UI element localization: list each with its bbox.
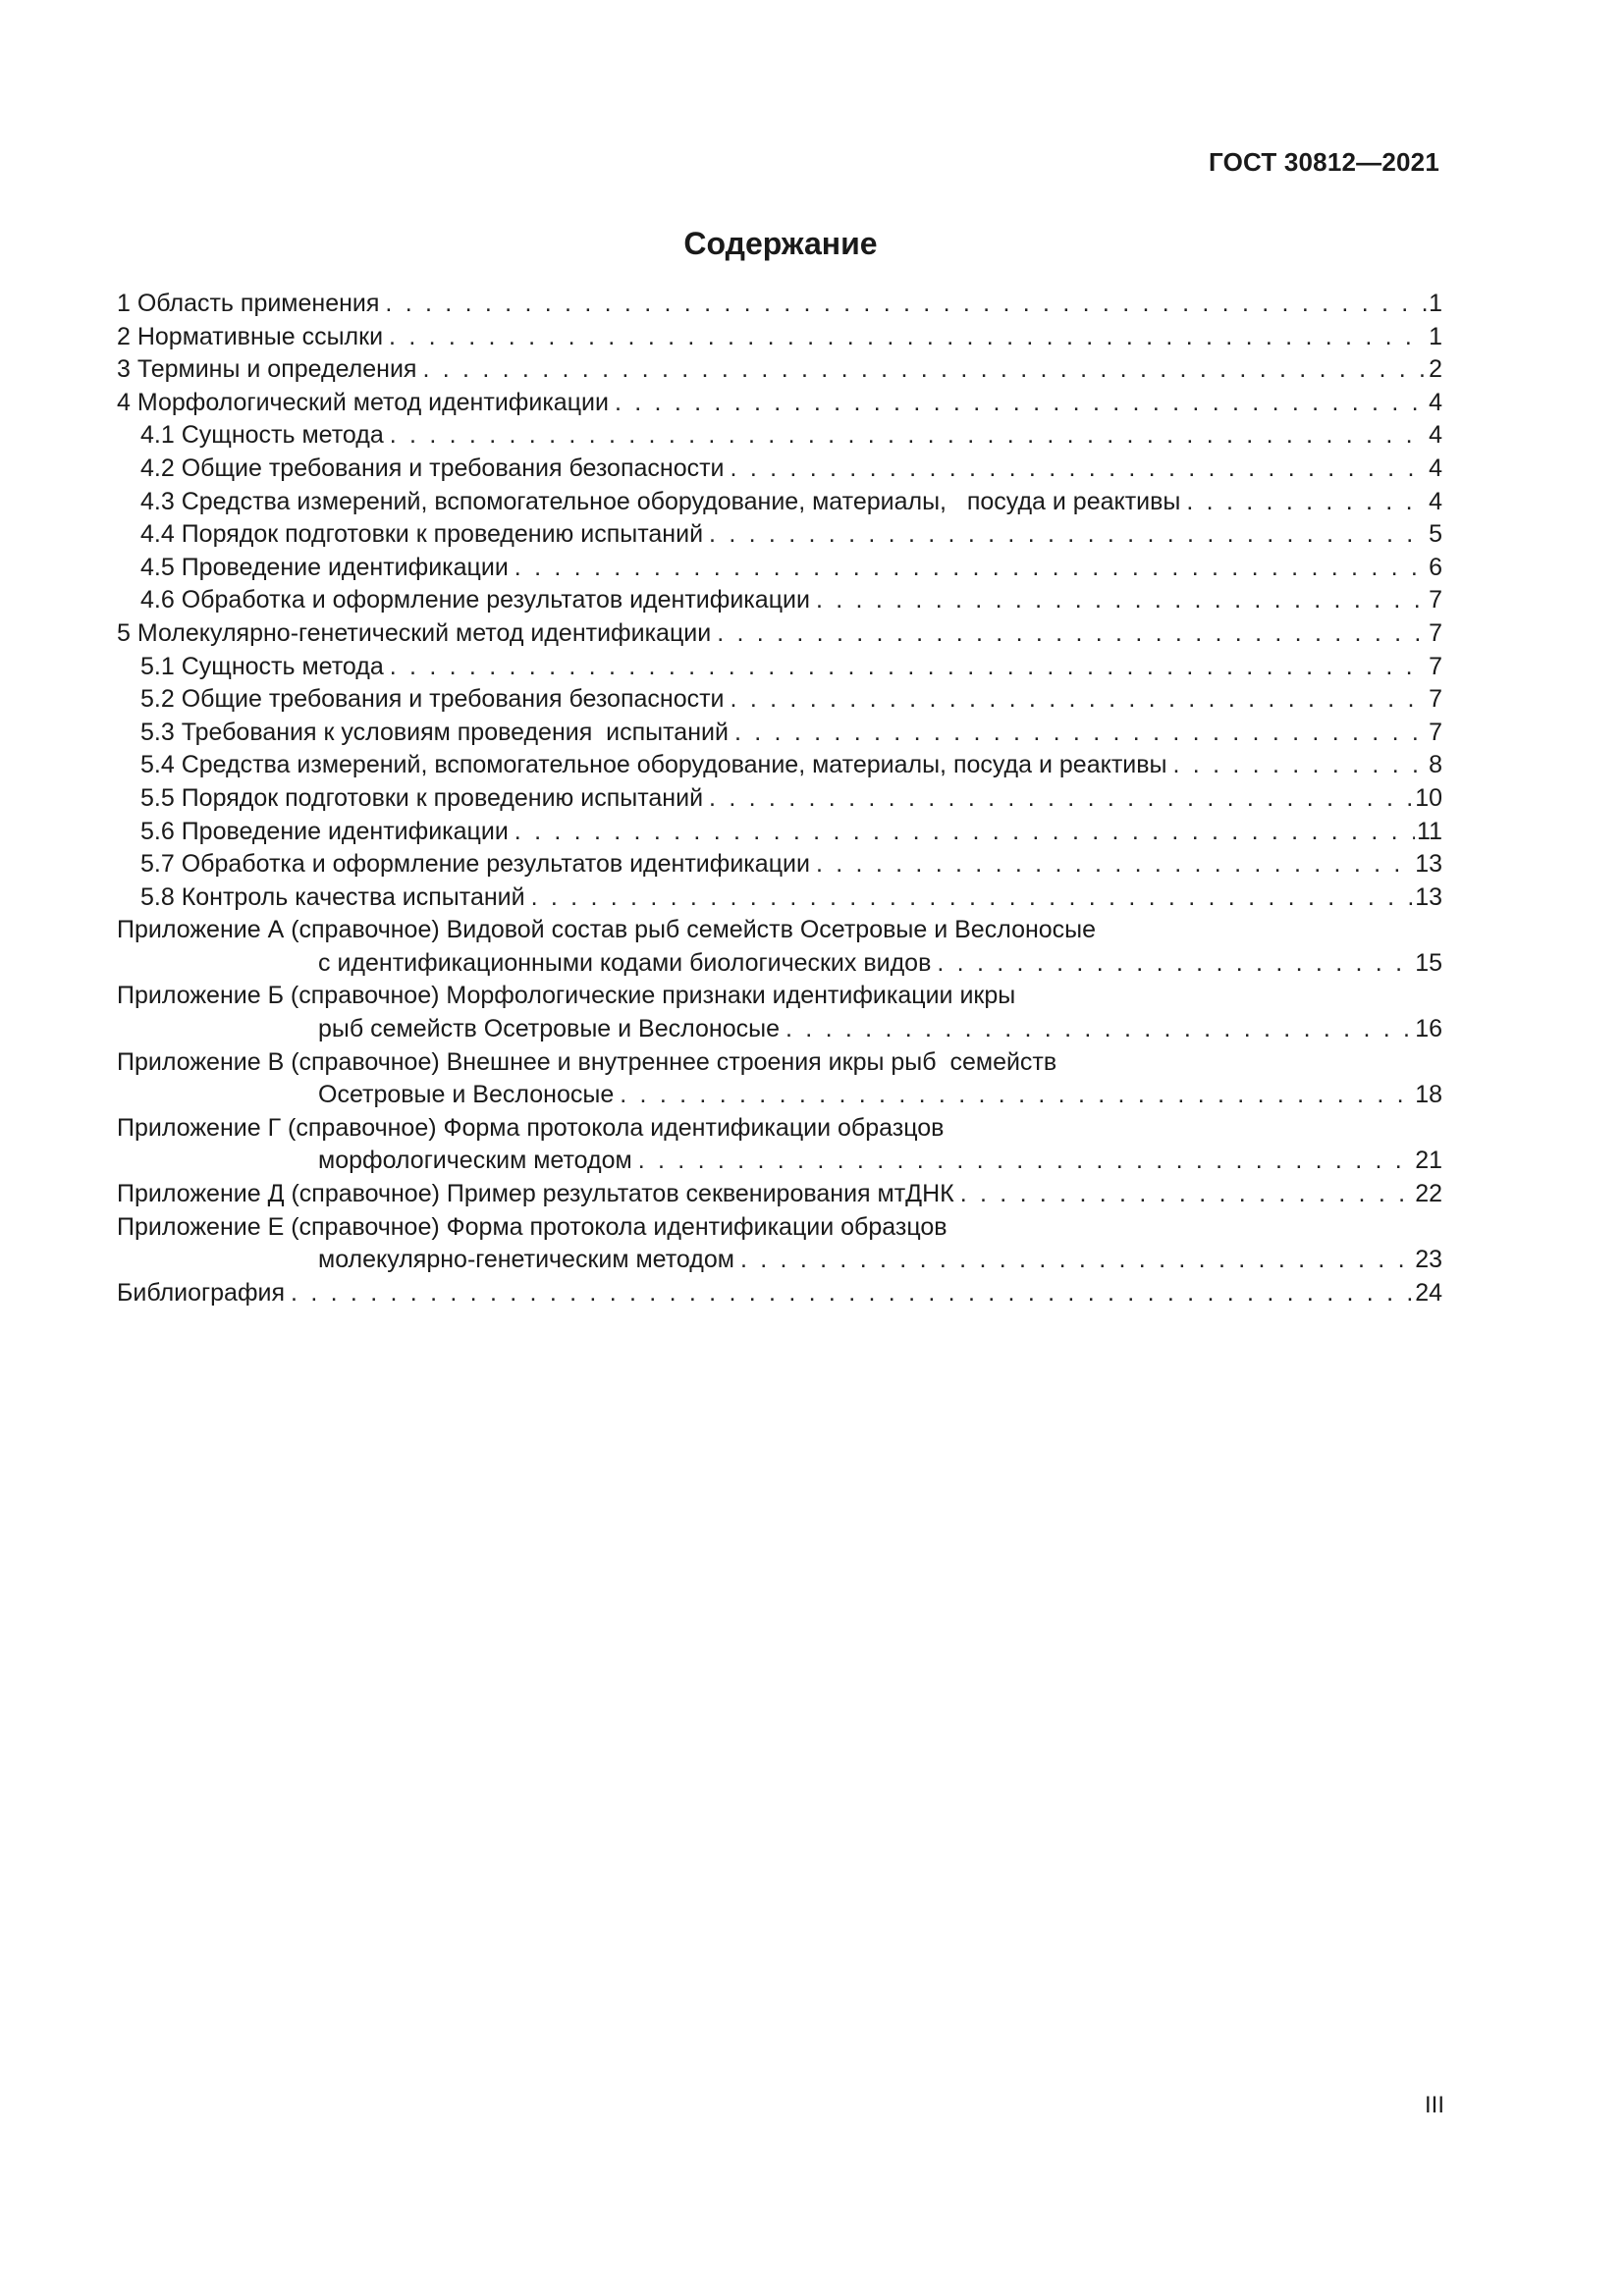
toc-leader-dots [638, 1145, 1413, 1178]
document-code: ГОСТ 30812—2021 [1209, 147, 1439, 177]
page-number: III [1424, 2092, 1444, 2118]
toc-appendix-e-cont[interactable] [117, 1244, 1442, 1277]
toc-entry-label: молекулярно-генетическим методом [318, 1246, 734, 1274]
toc-entry-label: 3 Термины и определения [117, 355, 417, 384]
toc-entry-label: Приложение Д (справочное) Пример результатов секвенирования мтДНК [117, 1180, 954, 1208]
toc-entry-page: 18 [1415, 1081, 1442, 1109]
toc-entry-label: 4 Морфологический метод идентификации [117, 388, 609, 416]
toc-leader-dots [291, 1277, 1413, 1310]
toc-entry-page: 4 [1429, 487, 1442, 515]
toc-entry-page: 4 [1429, 421, 1442, 450]
toc-entry-label: 5.5 Порядок подготовки к проведению испытаний [140, 783, 704, 812]
toc-entry-page: 4 [1429, 388, 1442, 416]
toc-entry-page: 7 [1429, 586, 1442, 614]
toc-entry-label: Осетровые и Веслоносые [318, 1081, 615, 1109]
toc-entry[interactable] [117, 617, 1442, 651]
toc-entry-label: рыб семейств Осетровые и Веслоносые [318, 1015, 780, 1043]
toc-leader-dots [620, 1079, 1413, 1112]
toc-entry-page: 5 [1429, 520, 1442, 549]
toc-entry[interactable] [117, 584, 1442, 617]
toc-entry-page: 7 [1429, 718, 1442, 746]
toc-entry-label: 5.3 Требования к условиям проведения испытаний [140, 718, 729, 746]
toc-entry-label: 4.2 Общие требования и требования безопасности [140, 454, 725, 482]
toc-entry-page: 2 [1429, 355, 1442, 384]
toc-entry-label: 1 Область применения [117, 290, 380, 317]
toc-entry-label: 5.2 Общие требования и требования безопасности [140, 685, 725, 714]
toc-leader-dots [816, 584, 1427, 617]
toc-entry-label: 5.4 Средства измерений, вспомогательное оборудование, материалы, посуда и реактивы [140, 751, 1167, 779]
toc-entry[interactable] [117, 321, 1442, 354]
toc-appendix-v-title[interactable] [117, 1046, 1442, 1080]
toc-entry[interactable] [117, 486, 1442, 519]
toc-leader-dots [389, 321, 1427, 354]
toc-appendix-e-title[interactable] [117, 1211, 1442, 1245]
toc-entry-label: Библиография [117, 1278, 286, 1307]
toc-entry-label: 5.8 Контроль качества испытаний [140, 882, 525, 911]
toc-entry-label: 4.3 Средства измерений, вспомогательное оборудование, материалы, посуда и реактивы [140, 487, 1181, 515]
toc-entry[interactable] [117, 518, 1442, 552]
toc-entry[interactable] [117, 683, 1442, 717]
toc-entry[interactable] [117, 717, 1442, 750]
toc-leader-dots [385, 288, 1427, 321]
toc-entry-label: 4.1 Сущность метода [140, 421, 384, 450]
toc-entry-page: 7 [1429, 618, 1442, 647]
toc-entry[interactable] [117, 881, 1442, 915]
toc-entry-label: 4.6 Обработка и оформление результатов идентификации [140, 586, 810, 614]
toc-entry-label: 5.7 Обработка и оформление результатов идентификации [140, 850, 810, 879]
toc-leader-dots [717, 617, 1427, 651]
toc-entry-label: Приложение В (справочное) Внешнее и внутреннее строения икры рыб семейств [117, 1047, 1057, 1076]
toc-leader-dots [514, 816, 1415, 849]
toc-entry-label: Приложение А (справочное) Видовой состав рыб семейств Осетровые и Веслоносые [117, 916, 1097, 944]
toc-entry-page: 7 [1429, 685, 1442, 714]
toc-appendix-b-cont[interactable] [117, 1013, 1442, 1046]
toc-leader-dots [731, 683, 1428, 717]
toc-entry-page: 21 [1415, 1147, 1442, 1175]
toc-leader-dots [960, 1178, 1413, 1211]
toc-appendix-d[interactable] [117, 1178, 1442, 1211]
toc-entry-page: 24 [1415, 1278, 1442, 1307]
toc-appendix-a-cont[interactable] [117, 947, 1442, 981]
toc-leader-dots [390, 651, 1427, 684]
toc-entry[interactable] [117, 387, 1442, 420]
toc-entry-label: 5.6 Проведение идентификации [140, 817, 509, 845]
toc-entry[interactable] [117, 816, 1442, 849]
toc-entry-label: Приложение Б (справочное) Морфологические признаки идентификации икры [117, 982, 1016, 1010]
toc-title: Содержание [683, 226, 878, 261]
toc-entry-label: Приложение Г (справочное) Форма протокола идентификации образцов [117, 1113, 945, 1142]
toc-entry-label: Приложение Е (справочное) Форма протокола идентификации образцов [117, 1212, 947, 1241]
toc-leader-dots [709, 518, 1427, 552]
toc-entry[interactable] [117, 552, 1442, 585]
toc-entry-page: 16 [1415, 1015, 1442, 1043]
toc-entry-page: 11 [1417, 817, 1442, 845]
toc-leader-dots [422, 353, 1427, 387]
toc-entry-page: 22 [1415, 1180, 1442, 1208]
toc-appendix-v-cont[interactable] [117, 1079, 1442, 1112]
toc-entry-page: 7 [1429, 652, 1442, 680]
toc-appendix-b-title[interactable] [117, 980, 1442, 1013]
toc-entry[interactable] [117, 749, 1442, 782]
toc-entry-page: 10 [1415, 783, 1442, 812]
table-of-contents [117, 288, 1442, 1309]
toc-leader-dots [1186, 486, 1427, 519]
toc-leader-dots [816, 848, 1413, 881]
toc-entry-page: 8 [1429, 751, 1442, 779]
toc-appendix-a-title[interactable] [117, 914, 1442, 947]
toc-entry[interactable] [117, 453, 1442, 486]
toc-entry[interactable] [117, 419, 1442, 453]
toc-entry-page: 1 [1429, 322, 1442, 350]
toc-entry-page: 6 [1429, 553, 1442, 581]
toc-leader-dots [709, 782, 1413, 816]
toc-entry[interactable] [117, 288, 1442, 321]
toc-entry[interactable] [117, 782, 1442, 816]
toc-entry-label: 5 Молекулярно-генетический метод идентификации [117, 618, 712, 647]
toc-leader-dots [785, 1013, 1413, 1046]
toc-leader-dots [731, 453, 1428, 486]
toc-entry[interactable] [117, 353, 1442, 387]
toc-entry-label: с идентификационными кодами биологических видов [318, 948, 932, 977]
toc-leader-dots [734, 717, 1427, 750]
toc-entry[interactable] [117, 848, 1442, 881]
toc-entry-label: 5.1 Сущность метода [140, 652, 384, 680]
toc-leader-dots [514, 552, 1427, 585]
toc-entry-label: 4.5 Проведение идентификации [140, 553, 509, 581]
toc-entry-label: 2 Нормативные ссылки [117, 322, 384, 350]
toc-entry-page: 13 [1415, 850, 1442, 879]
toc-entry-page: 4 [1429, 454, 1442, 482]
toc-leader-dots [937, 947, 1413, 981]
toc-entry-page: 1 [1429, 290, 1442, 317]
toc-entry-page: 15 [1415, 948, 1442, 977]
toc-leader-dots [740, 1244, 1413, 1277]
toc-entry[interactable] [117, 651, 1442, 684]
toc-entry-page: 13 [1415, 882, 1442, 911]
toc-leader-dots [1173, 749, 1428, 782]
toc-leader-dots [531, 881, 1414, 915]
toc-entry-label: 4.4 Порядок подготовки к проведению испытаний [140, 520, 704, 549]
toc-leader-dots [615, 387, 1427, 420]
toc-entry-page: 23 [1415, 1246, 1442, 1274]
toc-entry-bibliography[interactable] [117, 1277, 1442, 1310]
toc-appendix-g-title[interactable] [117, 1112, 1442, 1146]
toc-entry-label: морфологическим методом [318, 1147, 632, 1175]
toc-appendix-g-cont[interactable] [117, 1145, 1442, 1178]
toc-leader-dots [390, 419, 1427, 453]
